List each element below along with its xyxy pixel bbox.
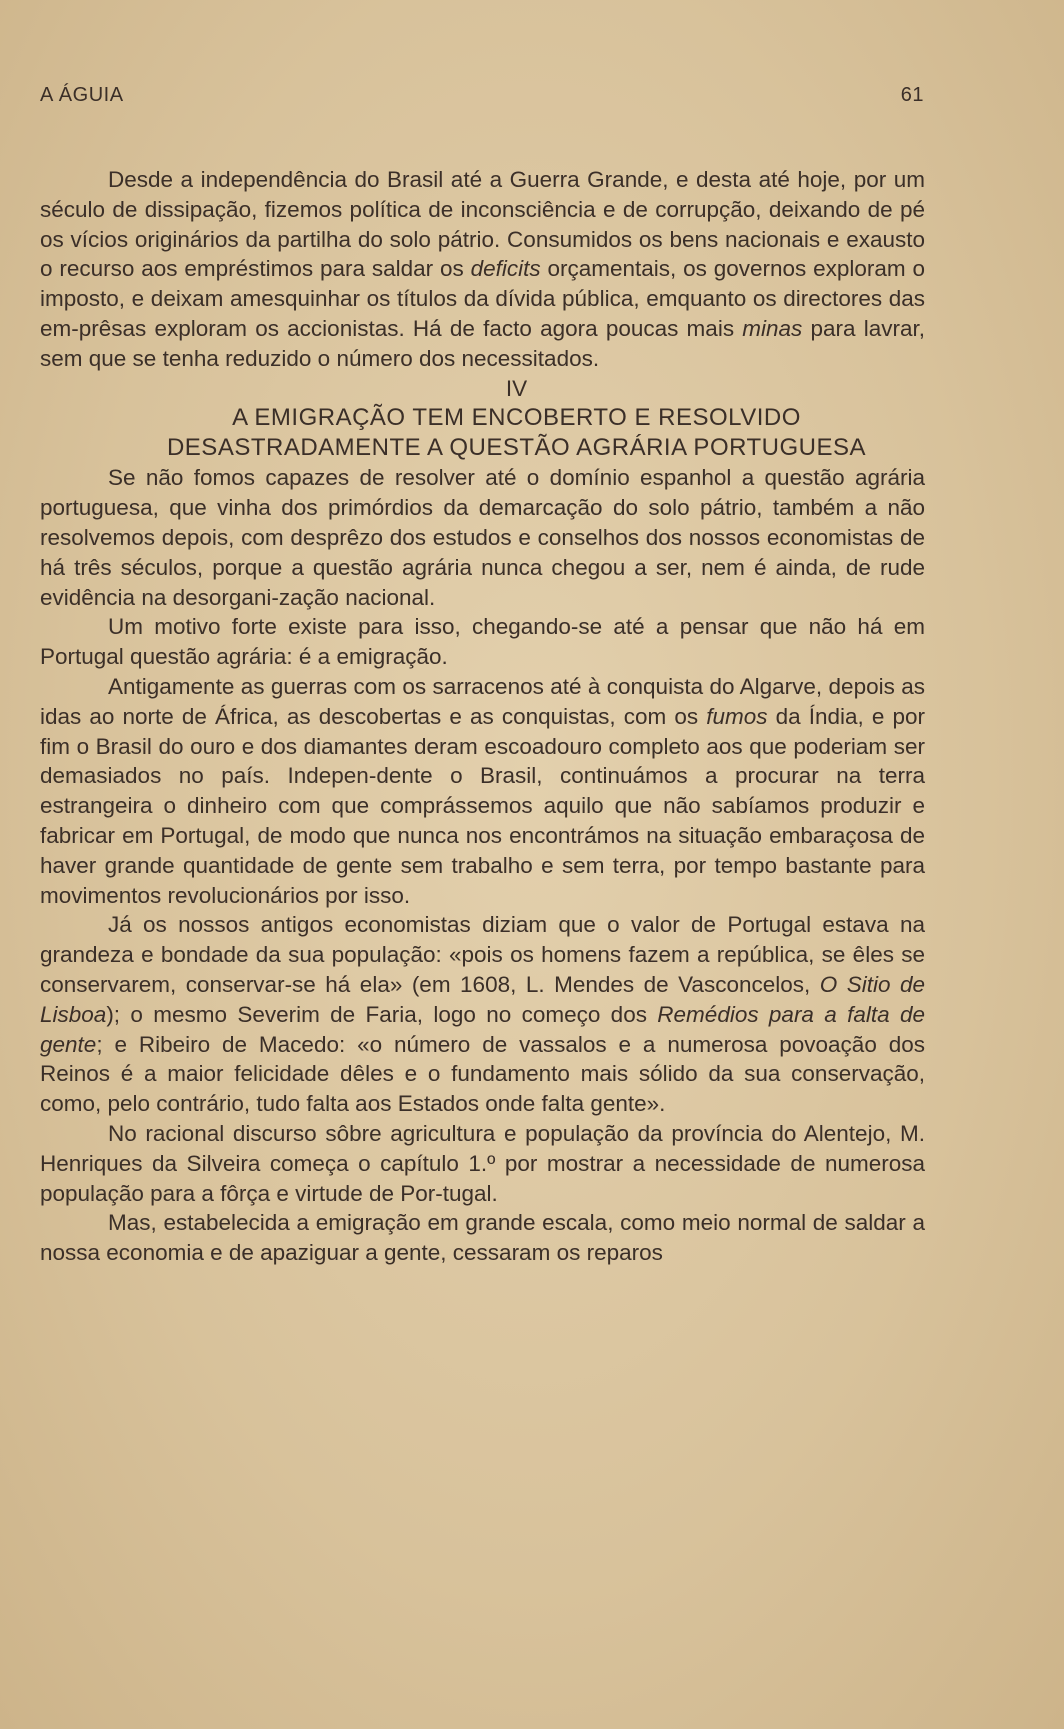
section-title-line-1: A EMIGRAÇÃO TEM ENCOBERTO E RESOLVIDO bbox=[232, 404, 801, 432]
text-run: Desde a independência do Brasil até a Guerra Grande, e desta até hoje, por um século de dissipação, fizemos política de inconsciência e de corrupção, deixando de pé os vícios originários da partilha do solo pátrio. Consumidos os bens nacionais e exausto o recurso aos empréstimos para saldar os bbox=[40, 167, 925, 282]
paragraph: No racional discurso sôbre agricultura e população da província do Alentejo, M. Henriques da Silveira começa o capítulo 1.º por mostrar a necessidade de numerosa população para a fôrça e virtude de Por-tugal. bbox=[40, 1120, 925, 1206]
text-run: Já os nossos antigos economistas diziam que o valor de Portugal estava na grandeza e bondade da sua população: «pois os homens fazem a república, se êles se conservarem, conservar-se há ela» (em 1608, L. Mendes de Vasconcelos, bbox=[40, 912, 925, 997]
text-run: para lavrar, sem que se tenha reduzido o número dos necessitados. bbox=[40, 315, 925, 371]
section-number: IV bbox=[505, 375, 528, 401]
body-text bbox=[40, 165, 925, 1268]
text-run: ; e Ribeiro de Macedo: «o número de vassalos e a numerosa povoação dos Reinos é a maior felicidade dêles e o fundamento mais sólido da sua conservação, como, pelo contrário, tudo falta aos Estados onde falta gente». bbox=[40, 1031, 925, 1117]
paragraph bbox=[40, 910, 925, 1119]
italic-term: deficits bbox=[470, 256, 541, 282]
running-title: A ÁGUIA bbox=[40, 84, 124, 106]
paragraph: Um motivo forte existe para isso, chegando-se até a pensar que não há em Portugal questão agrária: é a emigração. bbox=[40, 614, 925, 670]
text-run: orçamentais, os governos exploram o imposto, e deixam amesquinhar os títulos da dívida pública, emquanto os directores das em-prêsas exploram os accionistas. Há de facto agora poucas mais bbox=[40, 256, 925, 341]
section-title bbox=[40, 403, 925, 463]
paragraph: Mas, estabelecida a emigração em grande escala, como meio normal de saldar a nossa economia e de apaziguar a gente, cessaram os reparos bbox=[40, 1210, 925, 1266]
section-title-line-2: DESASTRADAMENTE A QUESTÃO AGRÁRIA PORTUGUESA bbox=[166, 434, 867, 462]
text-run: da Índia, e por fim o Brasil do ouro e dos diamantes deram escoadouro completo aos que poderiam ser demasiados no país. Indepen-dente o Brasil, continuámos a procurar na terra estrangeira o dinheiro com que comprássemos aquilo que não sabíamos produzir e fabricar em Portugal, de modo que nunca nos encontrámos na situação embaraçosa de haver grande quantidade de gente sem trabalho e sem terra, por tempo bastante para movimentos revolucionários por isso. bbox=[40, 703, 925, 908]
italic-term: minas bbox=[742, 315, 803, 341]
running-header bbox=[40, 84, 924, 107]
text-run: ); o mesmo Severim de Faria, logo no começo dos bbox=[106, 1001, 658, 1027]
paragraph: Se não fomos capazes de resolver até o domínio espanhol a questão agrária portuguesa, que vinha dos primórdios da demarcação do solo pátrio, também a não resolvemos depois, com desprêzo dos estudos e conselhos dos nossos economistas de há três séculos, porque a questão agrária nunca chegou a ser, nem é ainda, de rude evidência na desorgani-zação nacional. bbox=[40, 465, 925, 610]
paragraph bbox=[40, 672, 925, 910]
italic-term: fumos bbox=[706, 703, 768, 729]
text-run: Antigamente as guerras com os sarracenos até à conquista do Algarve, depois as idas ao norte de África, as descobertas e as conquistas, com os bbox=[40, 673, 925, 729]
italic-title: Remédios para a falta de gente bbox=[40, 1001, 926, 1057]
page-number: 61 bbox=[900, 84, 924, 106]
paragraph-intro bbox=[40, 165, 925, 374]
italic-title: O Sitio de Lisboa bbox=[40, 971, 925, 1027]
